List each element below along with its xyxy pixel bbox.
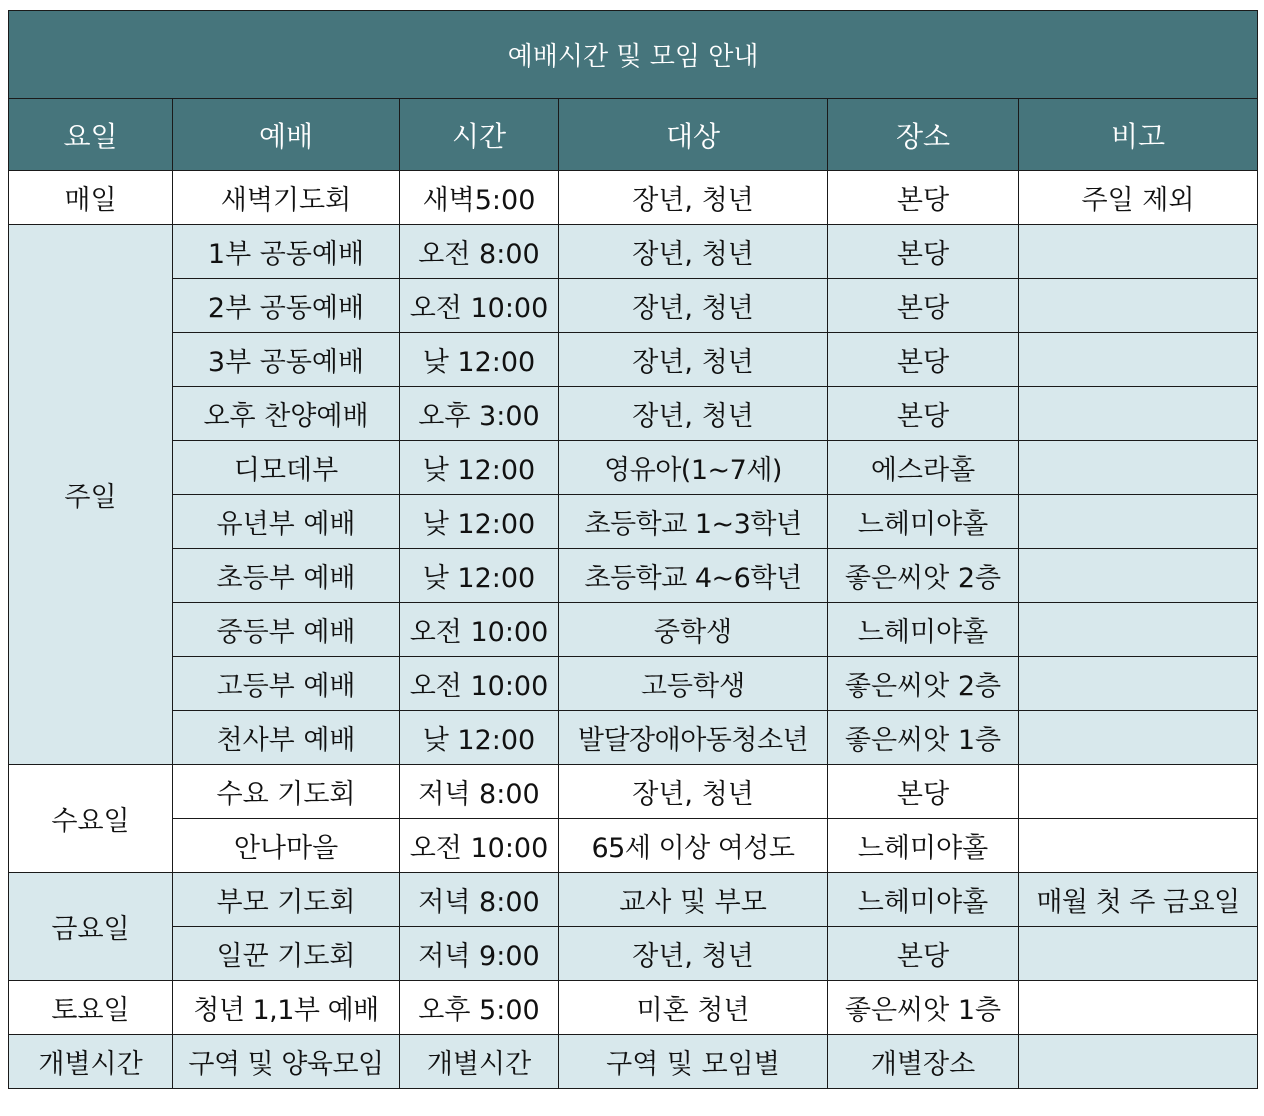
place-cell: 본당 [828,333,1019,387]
target-cell: 장년, 청년 [559,387,828,441]
target-cell: 교사 및 부모 [559,873,828,927]
day-cell: 금요일 [9,873,173,981]
note-cell [1019,549,1258,603]
service-cell: 수요 기도회 [173,765,400,819]
service-cell: 3부 공동예배 [173,333,400,387]
service-cell: 2부 공동예배 [173,279,400,333]
place-cell: 좋은씨앗 2층 [828,657,1019,711]
place-cell: 본당 [828,225,1019,279]
table-body [9,171,1258,1089]
time-cell: 저녁 9:00 [400,927,559,981]
table-row [9,333,1258,387]
target-cell: 초등학교 4~6학년 [559,549,828,603]
note-cell [1019,279,1258,333]
service-cell: 유년부 예배 [173,495,400,549]
day-cell: 매일 [9,171,173,225]
place-cell: 본당 [828,927,1019,981]
header-place: 장소 [828,99,1019,171]
note-cell: 주일 제외 [1019,171,1258,225]
time-cell: 오후 3:00 [400,387,559,441]
time-cell: 저녁 8:00 [400,765,559,819]
place-cell: 좋은씨앗 1층 [828,981,1019,1035]
time-cell: 오후 5:00 [400,981,559,1035]
time-cell: 낮 12:00 [400,441,559,495]
note-cell [1019,819,1258,873]
header-note: 비고 [1019,99,1258,171]
target-cell: 초등학교 1~3학년 [559,495,828,549]
time-cell: 낮 12:00 [400,549,559,603]
place-cell: 좋은씨앗 1층 [828,711,1019,765]
note-cell [1019,657,1258,711]
note-cell [1019,387,1258,441]
note-cell [1019,981,1258,1035]
service-cell: 일꾼 기도회 [173,927,400,981]
time-cell: 개별시간 [400,1035,559,1089]
note-cell [1019,603,1258,657]
table-row [9,927,1258,981]
worship-schedule-table [8,10,1258,1089]
time-cell: 오전 8:00 [400,225,559,279]
day-cell: 개별시간 [9,1035,173,1089]
place-cell: 에스라홀 [828,441,1019,495]
note-cell [1019,333,1258,387]
table-title: 예배시간 및 모임 안내 [9,11,1258,99]
time-cell: 오전 10:00 [400,603,559,657]
target-cell: 영유아(1~7세) [559,441,828,495]
note-cell [1019,441,1258,495]
note-cell [1019,225,1258,279]
table-row [9,279,1258,333]
table-row [9,225,1258,279]
note-cell [1019,495,1258,549]
table-row [9,1035,1258,1089]
service-cell: 천사부 예배 [173,711,400,765]
time-cell: 저녁 8:00 [400,873,559,927]
target-cell: 장년, 청년 [559,927,828,981]
table-row [9,495,1258,549]
note-cell [1019,765,1258,819]
table-row [9,711,1258,765]
service-cell: 청년 1,1부 예배 [173,981,400,1035]
service-cell: 안나마을 [173,819,400,873]
service-cell: 구역 및 양육모임 [173,1035,400,1089]
schedule-container [8,10,1258,1089]
table-row [9,819,1258,873]
note-cell [1019,927,1258,981]
service-cell: 중등부 예배 [173,603,400,657]
table-row [9,873,1258,927]
target-cell: 중학생 [559,603,828,657]
table-title-row [9,11,1258,99]
target-cell: 장년, 청년 [559,171,828,225]
header-service: 예배 [173,99,400,171]
table-header-row [9,99,1258,171]
table-row [9,657,1258,711]
note-cell: 매월 첫 주 금요일 [1019,873,1258,927]
table-row [9,981,1258,1035]
header-day: 요일 [9,99,173,171]
service-cell: 초등부 예배 [173,549,400,603]
table-row [9,441,1258,495]
place-cell: 좋은씨앗 2층 [828,549,1019,603]
time-cell: 오전 10:00 [400,819,559,873]
target-cell: 장년, 청년 [559,765,828,819]
place-cell: 본당 [828,387,1019,441]
place-cell: 본당 [828,171,1019,225]
table-row [9,603,1258,657]
table-row [9,549,1258,603]
place-cell: 본당 [828,765,1019,819]
header-time: 시간 [400,99,559,171]
note-cell [1019,711,1258,765]
time-cell: 오전 10:00 [400,279,559,333]
target-cell: 미혼 청년 [559,981,828,1035]
target-cell: 장년, 청년 [559,225,828,279]
time-cell: 낮 12:00 [400,495,559,549]
time-cell: 오전 10:00 [400,657,559,711]
day-cell: 토요일 [9,981,173,1035]
table-row [9,171,1258,225]
service-cell: 디모데부 [173,441,400,495]
place-cell: 느헤미야홀 [828,495,1019,549]
place-cell: 느헤미야홀 [828,603,1019,657]
target-cell: 고등학생 [559,657,828,711]
service-cell: 1부 공동예배 [173,225,400,279]
target-cell: 발달장애아동청소년 [559,711,828,765]
note-cell [1019,1035,1258,1089]
target-cell: 장년, 청년 [559,333,828,387]
time-cell: 낮 12:00 [400,333,559,387]
service-cell: 부모 기도회 [173,873,400,927]
target-cell: 장년, 청년 [559,279,828,333]
header-target: 대상 [559,99,828,171]
service-cell: 고등부 예배 [173,657,400,711]
service-cell: 오후 찬양예배 [173,387,400,441]
day-cell: 수요일 [9,765,173,873]
table-row [9,765,1258,819]
time-cell: 낮 12:00 [400,711,559,765]
place-cell: 본당 [828,279,1019,333]
time-cell: 새벽5:00 [400,171,559,225]
target-cell: 구역 및 모임별 [559,1035,828,1089]
place-cell: 느헤미야홀 [828,873,1019,927]
target-cell: 65세 이상 여성도 [559,819,828,873]
day-cell: 주일 [9,225,173,765]
table-row [9,387,1258,441]
service-cell: 새벽기도회 [173,171,400,225]
place-cell: 느헤미야홀 [828,819,1019,873]
place-cell: 개별장소 [828,1035,1019,1089]
